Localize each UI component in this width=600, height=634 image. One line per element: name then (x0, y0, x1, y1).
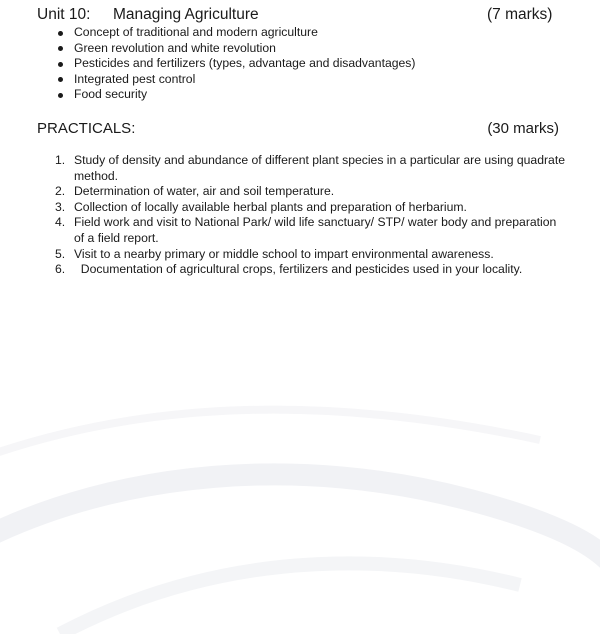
item-number: 5. (55, 246, 66, 261)
bullet-icon (58, 77, 63, 82)
list-item (47, 215, 567, 246)
item-number: 4. (55, 215, 66, 230)
bullet-icon (58, 93, 63, 98)
item-text: Study of density and abundance of different plant species in a particular are using quadrate method. (74, 153, 565, 183)
list-item (47, 200, 567, 216)
list-item (47, 247, 567, 263)
item-number: 1. (55, 153, 66, 167)
practicals-list (47, 153, 567, 278)
list-item (47, 184, 567, 200)
bullet-icon (58, 46, 63, 51)
unit-marks: (7 marks) (487, 6, 553, 23)
list-item (55, 25, 415, 41)
unit-title: Managing Agriculture (113, 6, 259, 23)
bullet-icon (58, 31, 63, 36)
list-item (55, 87, 415, 103)
topic-text: Integrated pest control (74, 71, 196, 86)
topic-text: Green revolution and white revolution (74, 40, 276, 55)
unit-topic-list (55, 25, 415, 103)
item-number: 6. (55, 262, 66, 277)
list-item (47, 262, 567, 278)
item-number: 3. (55, 199, 66, 214)
item-number: 2. (55, 184, 66, 199)
item-text: Determination of water, air and soil temperature. (74, 184, 335, 199)
topic-text: Pesticides and fertilizers (types, advantage and disadvantages) (74, 56, 416, 71)
item-text: Field work and visit to National Park/ wild life sanctuary/ STP/ water body and preparation of a field report. (74, 215, 557, 245)
list-item (47, 153, 567, 184)
item-text: Visit to a nearby primary or middle school to impart environmental awareness. (74, 246, 494, 261)
item-text: Documentation of agricultural crops, fertilizers and pesticides used in your locality. (74, 262, 523, 277)
topic-text: Concept of traditional and modern agriculture (74, 25, 318, 39)
topic-text: Food security (74, 87, 148, 102)
unit-header (37, 6, 557, 26)
list-item (55, 41, 415, 57)
unit-number: Unit 10: (37, 6, 91, 23)
list-item (55, 72, 415, 88)
list-item (55, 56, 415, 72)
item-text: Collection of locally available herbal plants and preparation of herbarium. (74, 199, 467, 214)
practicals-header (37, 120, 559, 140)
practicals-marks: (30 marks) (487, 120, 559, 137)
bullet-icon (58, 62, 63, 67)
practicals-title: PRACTICALS: (37, 120, 136, 137)
